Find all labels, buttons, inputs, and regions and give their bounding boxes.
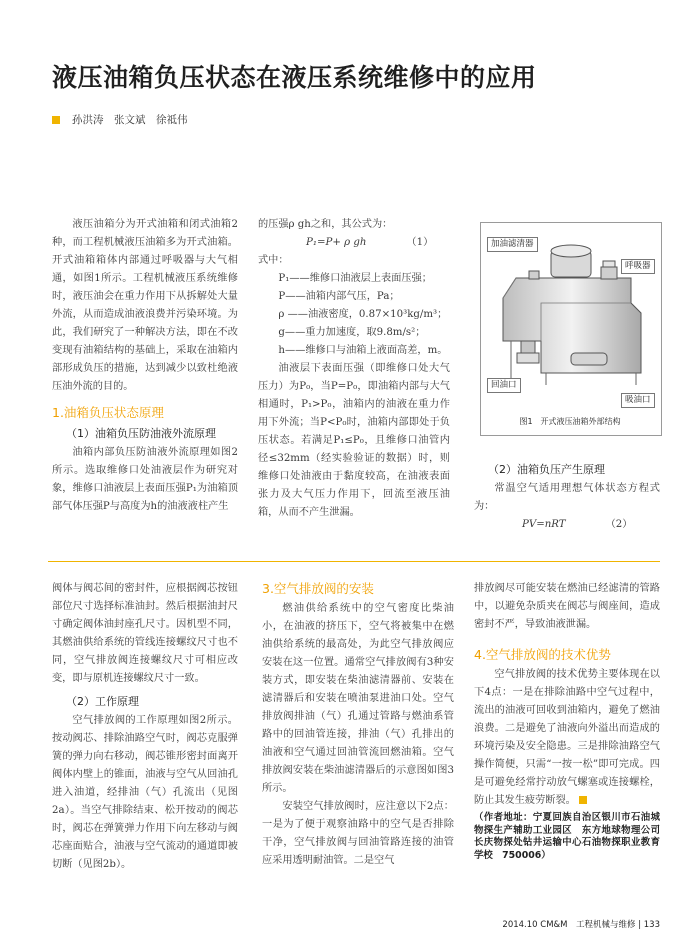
seal-paragraph: 阀体与阀芯间的密封件，应根据阀芯按钮部位尺寸选择标准油封。然后根据油封尺寸确定阀体油封座孔尺寸。因机型不同，其燃油供给系统的管线连接螺纹尺寸也不同，空气排放阀连接螺纹尺寸可相应改变，即与原机连接螺纹尺寸一致。 xyxy=(52,583,238,684)
formula-2-text: PV=nRT xyxy=(522,519,566,530)
section-heading-1: 1.油箱负压状态原理 xyxy=(52,405,164,420)
subsection-heading-1: （1）油箱负压防油液外流原理 xyxy=(66,427,216,440)
gas-equation-intro: 常温空气适用理想气体状态方程式为： xyxy=(474,483,660,512)
subsection-heading-2: （2）油箱负压产生原理 xyxy=(488,463,605,476)
definition-line: ρ ——油液密度，0.87×10³kg/m³； xyxy=(278,309,448,320)
principle-paragraph: 油箱内部负压防油液外流原理如图2所示。选取维修口处油液层作为研究对象，维修口油液层上表面压强P₁为油箱顶部气体压强P与高度为h的油液液柱产生 xyxy=(52,447,238,512)
authors xyxy=(52,112,188,127)
lower-column-3 xyxy=(474,580,660,862)
breather-label: 呼吸器 xyxy=(621,259,655,274)
advantages-paragraph xyxy=(474,666,660,810)
author-address-note: （作者地址：宁夏回族自治区银川市石油城物探生产辅助工业园区 东方地球物理公司长庆物探处钻井运输中心石油物探职业教育学校 750006） xyxy=(474,812,660,861)
section-heading-3: 3.空气排放阀的安装 xyxy=(262,581,374,596)
page-footer: 2014.10 CM&M 工程机械与维修 | 133 xyxy=(502,920,660,930)
formula-2-number: （2） xyxy=(605,519,633,530)
definition-line: P——油箱内部气压，Pa； xyxy=(278,291,400,302)
section-divider xyxy=(48,561,660,562)
lower-column-1 xyxy=(52,580,238,874)
definition-line: g——重力加速度，取9.8m/s²； xyxy=(278,327,426,338)
formula-1-text: P₁=P+ ρ gh xyxy=(306,237,367,248)
formula-1 xyxy=(258,234,450,252)
upper-column-2 xyxy=(258,216,450,522)
figure-1-caption: 图1 开式液压油箱外部结构 xyxy=(519,417,621,426)
author-names: 孙洪涛 张文斌 徐祗伟 xyxy=(72,114,188,126)
working-principle-paragraph: 空气排放阀的工作原理如图2所示。按动阀芯、排除油路空气时，阀芯克服弹簧的弹力向右移动，阀芯锥形密封面离开阀体内壁上的锥面，油液与空气从回油孔进入油道，经排油（气）孔流出（见图2a）。当空气排除结束、松开按动的阀芯时，阀芯在弹簧弹力作用下向左移动与阀芯座面贴合，油液与空气流动的通道即被切断（见图2b）。 xyxy=(52,715,238,870)
pressure-paragraph: 油液层下表面压强（即维修口处大气压力）为P₀，当P=P₀，即油箱内部与大气相通时，P₁>P₀，油箱内的油液在重力作用下外流；当P<P₀时，油箱内部即处于负压状态。若满足P₁≤P₀，且维修口油管内径≤32mm（经实验验证的数据）时，则维修口处油液由于黏度较高，在油液表面张力及大气压力作用下，回流至液压油箱，从而不产生泄漏。 xyxy=(258,363,450,518)
subsection-working-principle: （2）工作原理 xyxy=(66,695,139,708)
upper-column-1 xyxy=(52,216,238,516)
advantages-text: 空气排放阀的技术优势主要体现在以下4点：一是在排除油路中空气过程中，流出的油液可回收到油箱内，避免了燃油浪费。二是避免了油液向外溢出而造成的环境污染及安全隐患。三是排除油路空气操作简便，只需“一按一松”即可完成。四是可避免经常拧动放气螺塞或连接螺栓，防止其发生疲劳断裂。 xyxy=(474,669,660,806)
installation-paragraph: 燃油供给系统中的空气密度比柴油小，在油液的挤压下，空气将被集中在燃油供给系统的最高处，为此空气排放阀应安装在这一位置。通常空气排放阀有3种安装方式，即安装在柴油滤清器前、安装在滤清器后和安装在喷油泵进油口处。空气排放阀排油（气）孔通过管路与燃油系管路中的回油管连接，排油（气）孔排出的油液和空气通过回油管流回燃油箱。空气排放阀安装在柴油滤清器后的示意图如图3所示。 xyxy=(262,603,454,794)
definition-line: P₁——维修口油液层上表面压强； xyxy=(278,273,432,284)
section-heading-4: 4.空气排放阀的技术优势 xyxy=(474,647,611,662)
author-marker xyxy=(52,116,60,124)
installation-notes-paragraph: 安装空气排放阀时，应注意以下2点：一是为了便于观察油路中的空气是否排除干净，空气排放阀与回油管路连接的油管应采用透明耐油管。二是空气 xyxy=(262,801,454,866)
formula-1-number: （1） xyxy=(406,237,434,248)
intro-paragraph: 液压油箱分为开式油箱和闭式油箱2种，而工程机械液压油箱多为开式油箱。开式油箱箱体内部通过呼吸器与大气相通，如图1所示。工程机械液压系统维修时，液压油会在重力作用下从拆解处大量外流，从而造成油液浪费并污染环境。为此，我们研究了一种解决方法，即在不改变现有油箱结构的基础上，采取在油箱内部形成负压的措施，达到减少以致杜绝液压油外流的目的。 xyxy=(52,219,238,392)
formula-intro: 的压强ρ gh之和，其公式为： xyxy=(258,219,393,230)
formula-2 xyxy=(474,516,660,534)
figure-1 xyxy=(480,222,662,436)
suction-port-label: 吸油口 xyxy=(621,393,655,408)
article-title: 液压油箱负压状态在液压系统维修中的应用 xyxy=(52,63,537,92)
return-port-label: 回油口 xyxy=(487,378,521,393)
filter-label: 加油滤清器 xyxy=(487,237,538,252)
lower-column-2 xyxy=(262,578,454,870)
end-marker xyxy=(579,796,587,804)
upper-column-3 xyxy=(474,460,660,534)
definition-line: h——维修口与油箱上液面高差，m。 xyxy=(278,345,448,356)
where-label: 式中： xyxy=(258,255,289,266)
valve-position-paragraph: 排放阀尽可能安装在燃油已经滤清的管路中，以避免杂质夹在阀芯与阀座间，造成密封不严，导致油液泄漏。 xyxy=(474,583,660,630)
